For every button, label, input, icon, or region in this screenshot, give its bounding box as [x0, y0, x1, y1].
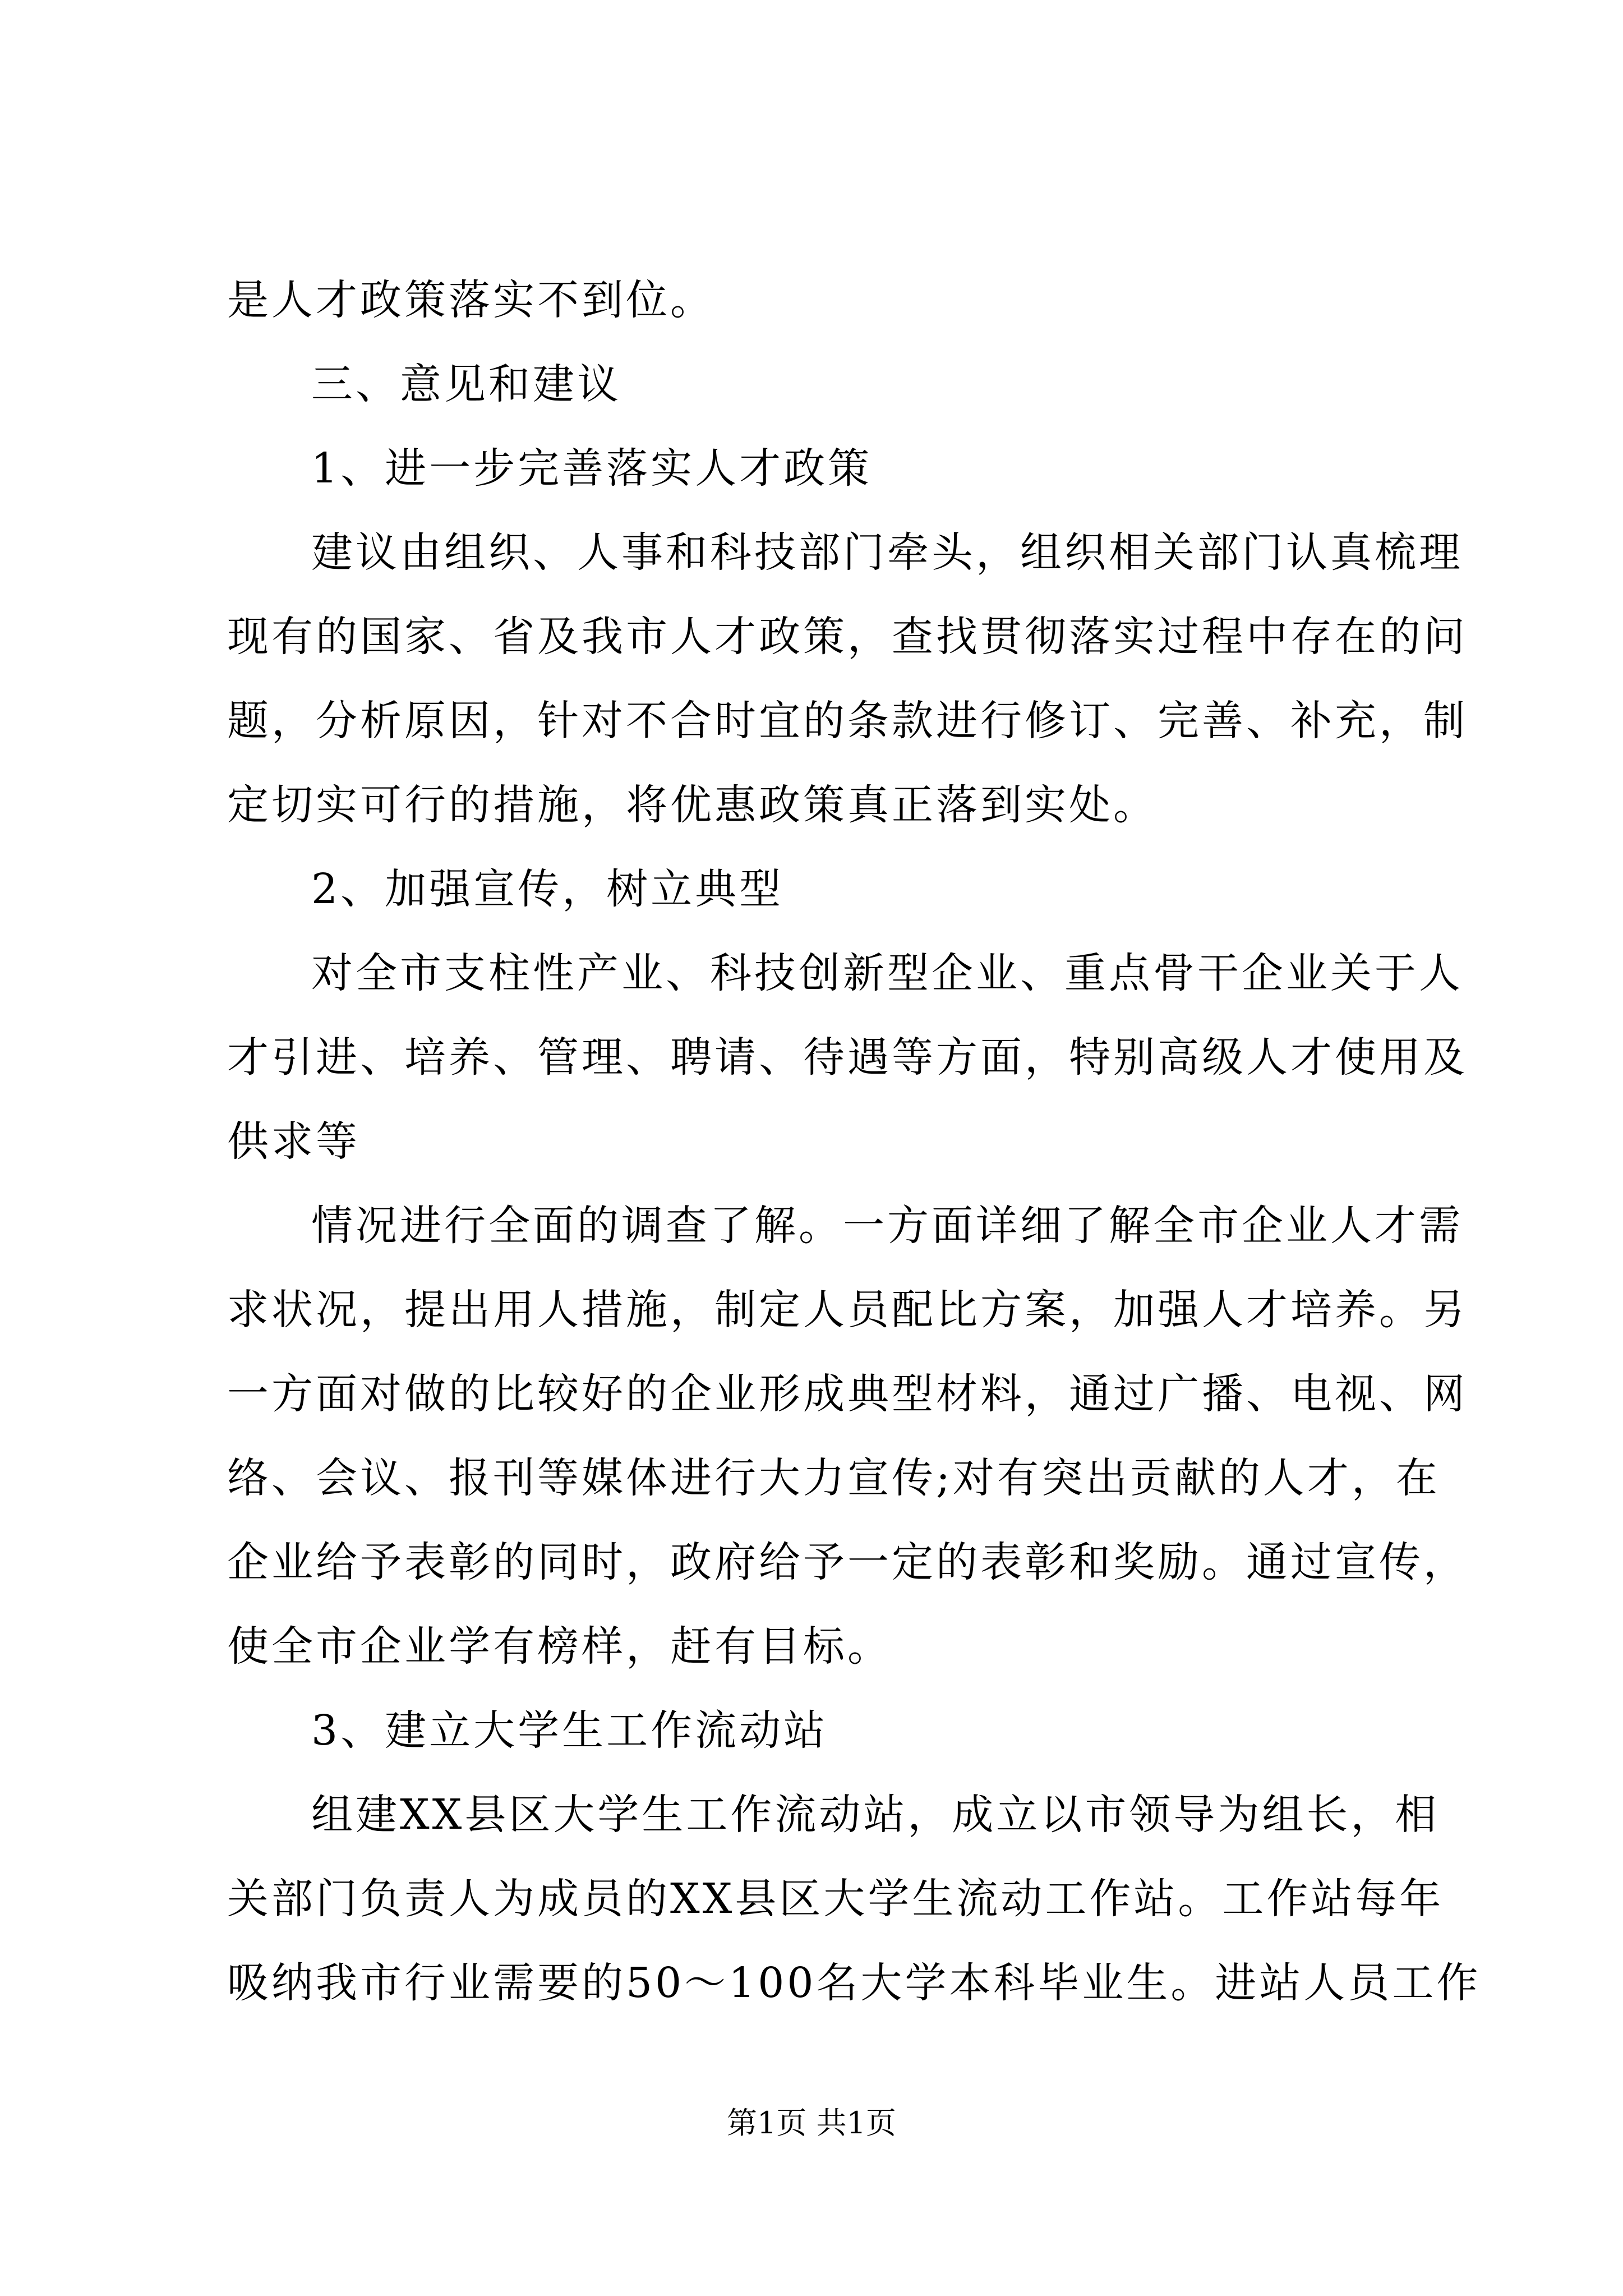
page-footer: 第1页 共1页 [727, 2105, 896, 2141]
text-line: 2、加强宣传，树立典型 [311, 865, 784, 913]
text-line: 络、会议、报刊等媒体进行大力宣传;对有突出贡献的人才，在 [227, 1454, 1440, 1502]
text-line: 对全市支柱性产业、科技创新型企业、重点骨干企业关于人 [311, 949, 1463, 997]
text-line: 3、建立大学生工作流动站 [311, 1706, 828, 1755]
text-line: 组建XX县区大学生工作流动站，成立以市领导为组长，相 [311, 1791, 1440, 1839]
text-line: 现有的国家、省及我市人才政策，查找贯彻落实过程中存在的问 [227, 613, 1468, 661]
text-line: 吸纳我市行业需要的50～100名大学本科毕业生。进站人员工作 [227, 1959, 1481, 2007]
text-line: 关部门负责人为成员的XX县区大学生流动工作站。工作站每年 [227, 1875, 1444, 1923]
text-line: 企业给予表彰的同时，政府给予一定的表彰和奖励。通过宣传， [227, 1538, 1468, 1586]
text-line: 才引进、培养、管理、聘请、待遇等方面，特别高级人才使用及 [227, 1033, 1468, 1082]
text-line: 建议由组织、人事和科技部门牵头，组织相关部门认真梳理 [311, 528, 1463, 577]
text-line: 三、意见和建议 [311, 360, 621, 408]
paragraph [227, 1773, 1481, 2025]
text-line: 求状况，提出用人措施，制定人员配比方案，加强人才培养。另 [227, 1286, 1468, 1334]
paragraph [227, 510, 1468, 847]
text-line: 情况进行全面的调查了解。一方面详细了解全市企业人才需 [311, 1202, 1463, 1250]
paragraph [227, 1688, 1427, 1773]
document-body [227, 258, 1481, 2025]
text-line: 使全市企业学有榜样，赶有目标。 [227, 1622, 892, 1671]
paragraph [227, 426, 1427, 510]
text-line: 是人才政策落实不到位。 [227, 276, 714, 324]
text-line: 1、进一步完善落实人才政策 [311, 444, 873, 493]
text-line: 一方面对做的比较好的企业形成典型材料，通过广播、电视、网 [227, 1370, 1468, 1418]
paragraph [227, 847, 1427, 931]
text-line: 题，分析原因，针对不合时宜的条款进行修订、完善、补充，制 [227, 697, 1468, 745]
paragraph [227, 931, 1468, 1184]
text-line: 供求等 [227, 1117, 360, 1166]
paragraph [227, 258, 1427, 342]
paragraph [227, 342, 1427, 426]
text-line: 定切实可行的措施，将优惠政策真正落到实处。 [227, 781, 1158, 829]
paragraph [227, 1184, 1468, 1688]
